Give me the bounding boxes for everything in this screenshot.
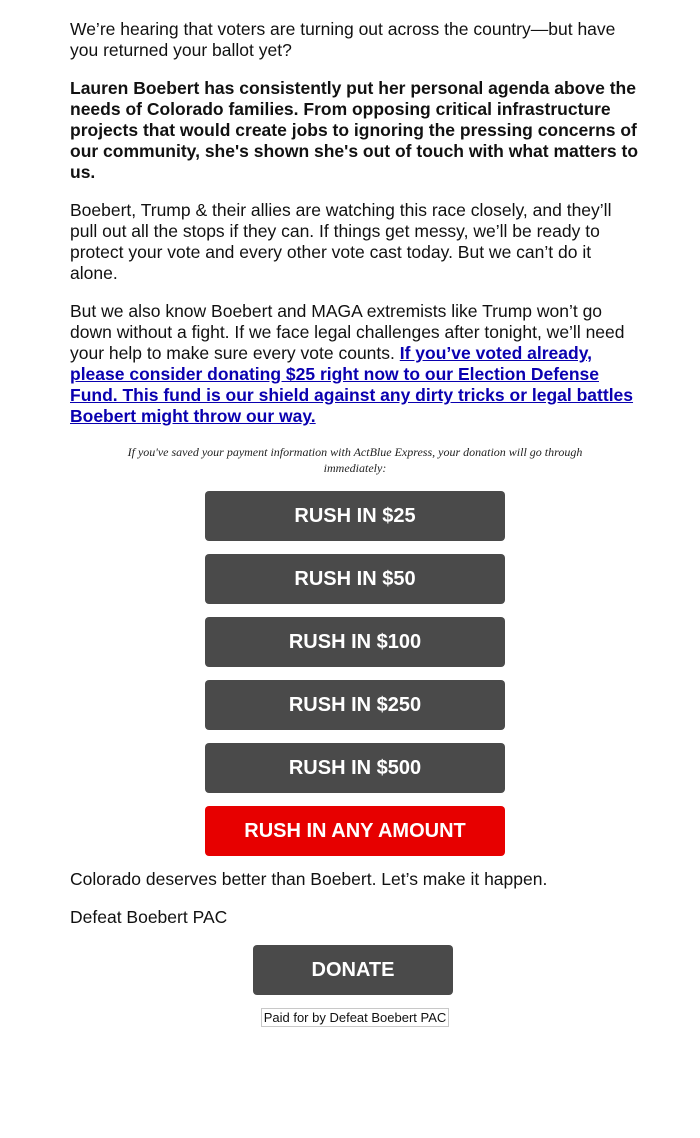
rush-500-button[interactable]: RUSH IN $500 xyxy=(205,743,505,793)
bold-paragraph: Lauren Boebert has consistently put her personal agenda above the needs of Colorado families. From opposing critical infrastructure projects that would create jobs to ignoring the pressing concerns of our community, she's shown she's out of touch with what matters to us. xyxy=(70,78,639,182)
signature: Defeat Boebert PAC xyxy=(70,907,228,927)
rush-250-button[interactable]: RUSH IN $250 xyxy=(205,680,505,730)
fight-paragraph-text: But we also know Boebert and MAGA extremists like Trump won’t go down without a fight. If we face legal challenges after tonight, we’ll need your help to make sure every vote counts. xyxy=(70,301,625,363)
rush-25-button[interactable]: RUSH IN $25 xyxy=(205,491,505,541)
disclaimer-wrapper xyxy=(70,1008,640,1027)
watching-paragraph: Boebert, Trump & their allies are watching this race closely, and they’ll pull out all the stops if they can. If things get messy, we’ll be ready to protect your vote and every other vote cast today. But we can’t do it alone. xyxy=(70,200,612,283)
rush-any-amount-button[interactable]: RUSH IN ANY AMOUNT xyxy=(205,806,505,856)
email-body xyxy=(70,19,640,1027)
election-defense-fund-link[interactable]: If you’ve voted already, please consider donating $25 right now to our Election Defense Fund. This fund is our shield against any dirty tricks or legal battles Boebert might throw our way. xyxy=(70,343,634,426)
fight-paragraph xyxy=(70,301,640,427)
rush-100-button[interactable]: RUSH IN $100 xyxy=(205,617,505,667)
intro-paragraph: We’re hearing that voters are turning out across the country—but have you returned your ballot yet? xyxy=(70,19,616,60)
donation-button-list xyxy=(70,491,640,869)
closing-line: Colorado deserves better than Boebert. Let’s make it happen. xyxy=(70,869,548,889)
donate-button[interactable]: DONATE xyxy=(253,945,453,995)
paid-for-disclaimer: Paid for by Defeat Boebert PAC xyxy=(261,1008,450,1027)
actblue-express-note: If you've saved your payment information with ActBlue Express, your donation will go through immediately: xyxy=(127,445,583,475)
donate-button-wrapper xyxy=(70,945,640,1008)
rush-50-button[interactable]: RUSH IN $50 xyxy=(205,554,505,604)
